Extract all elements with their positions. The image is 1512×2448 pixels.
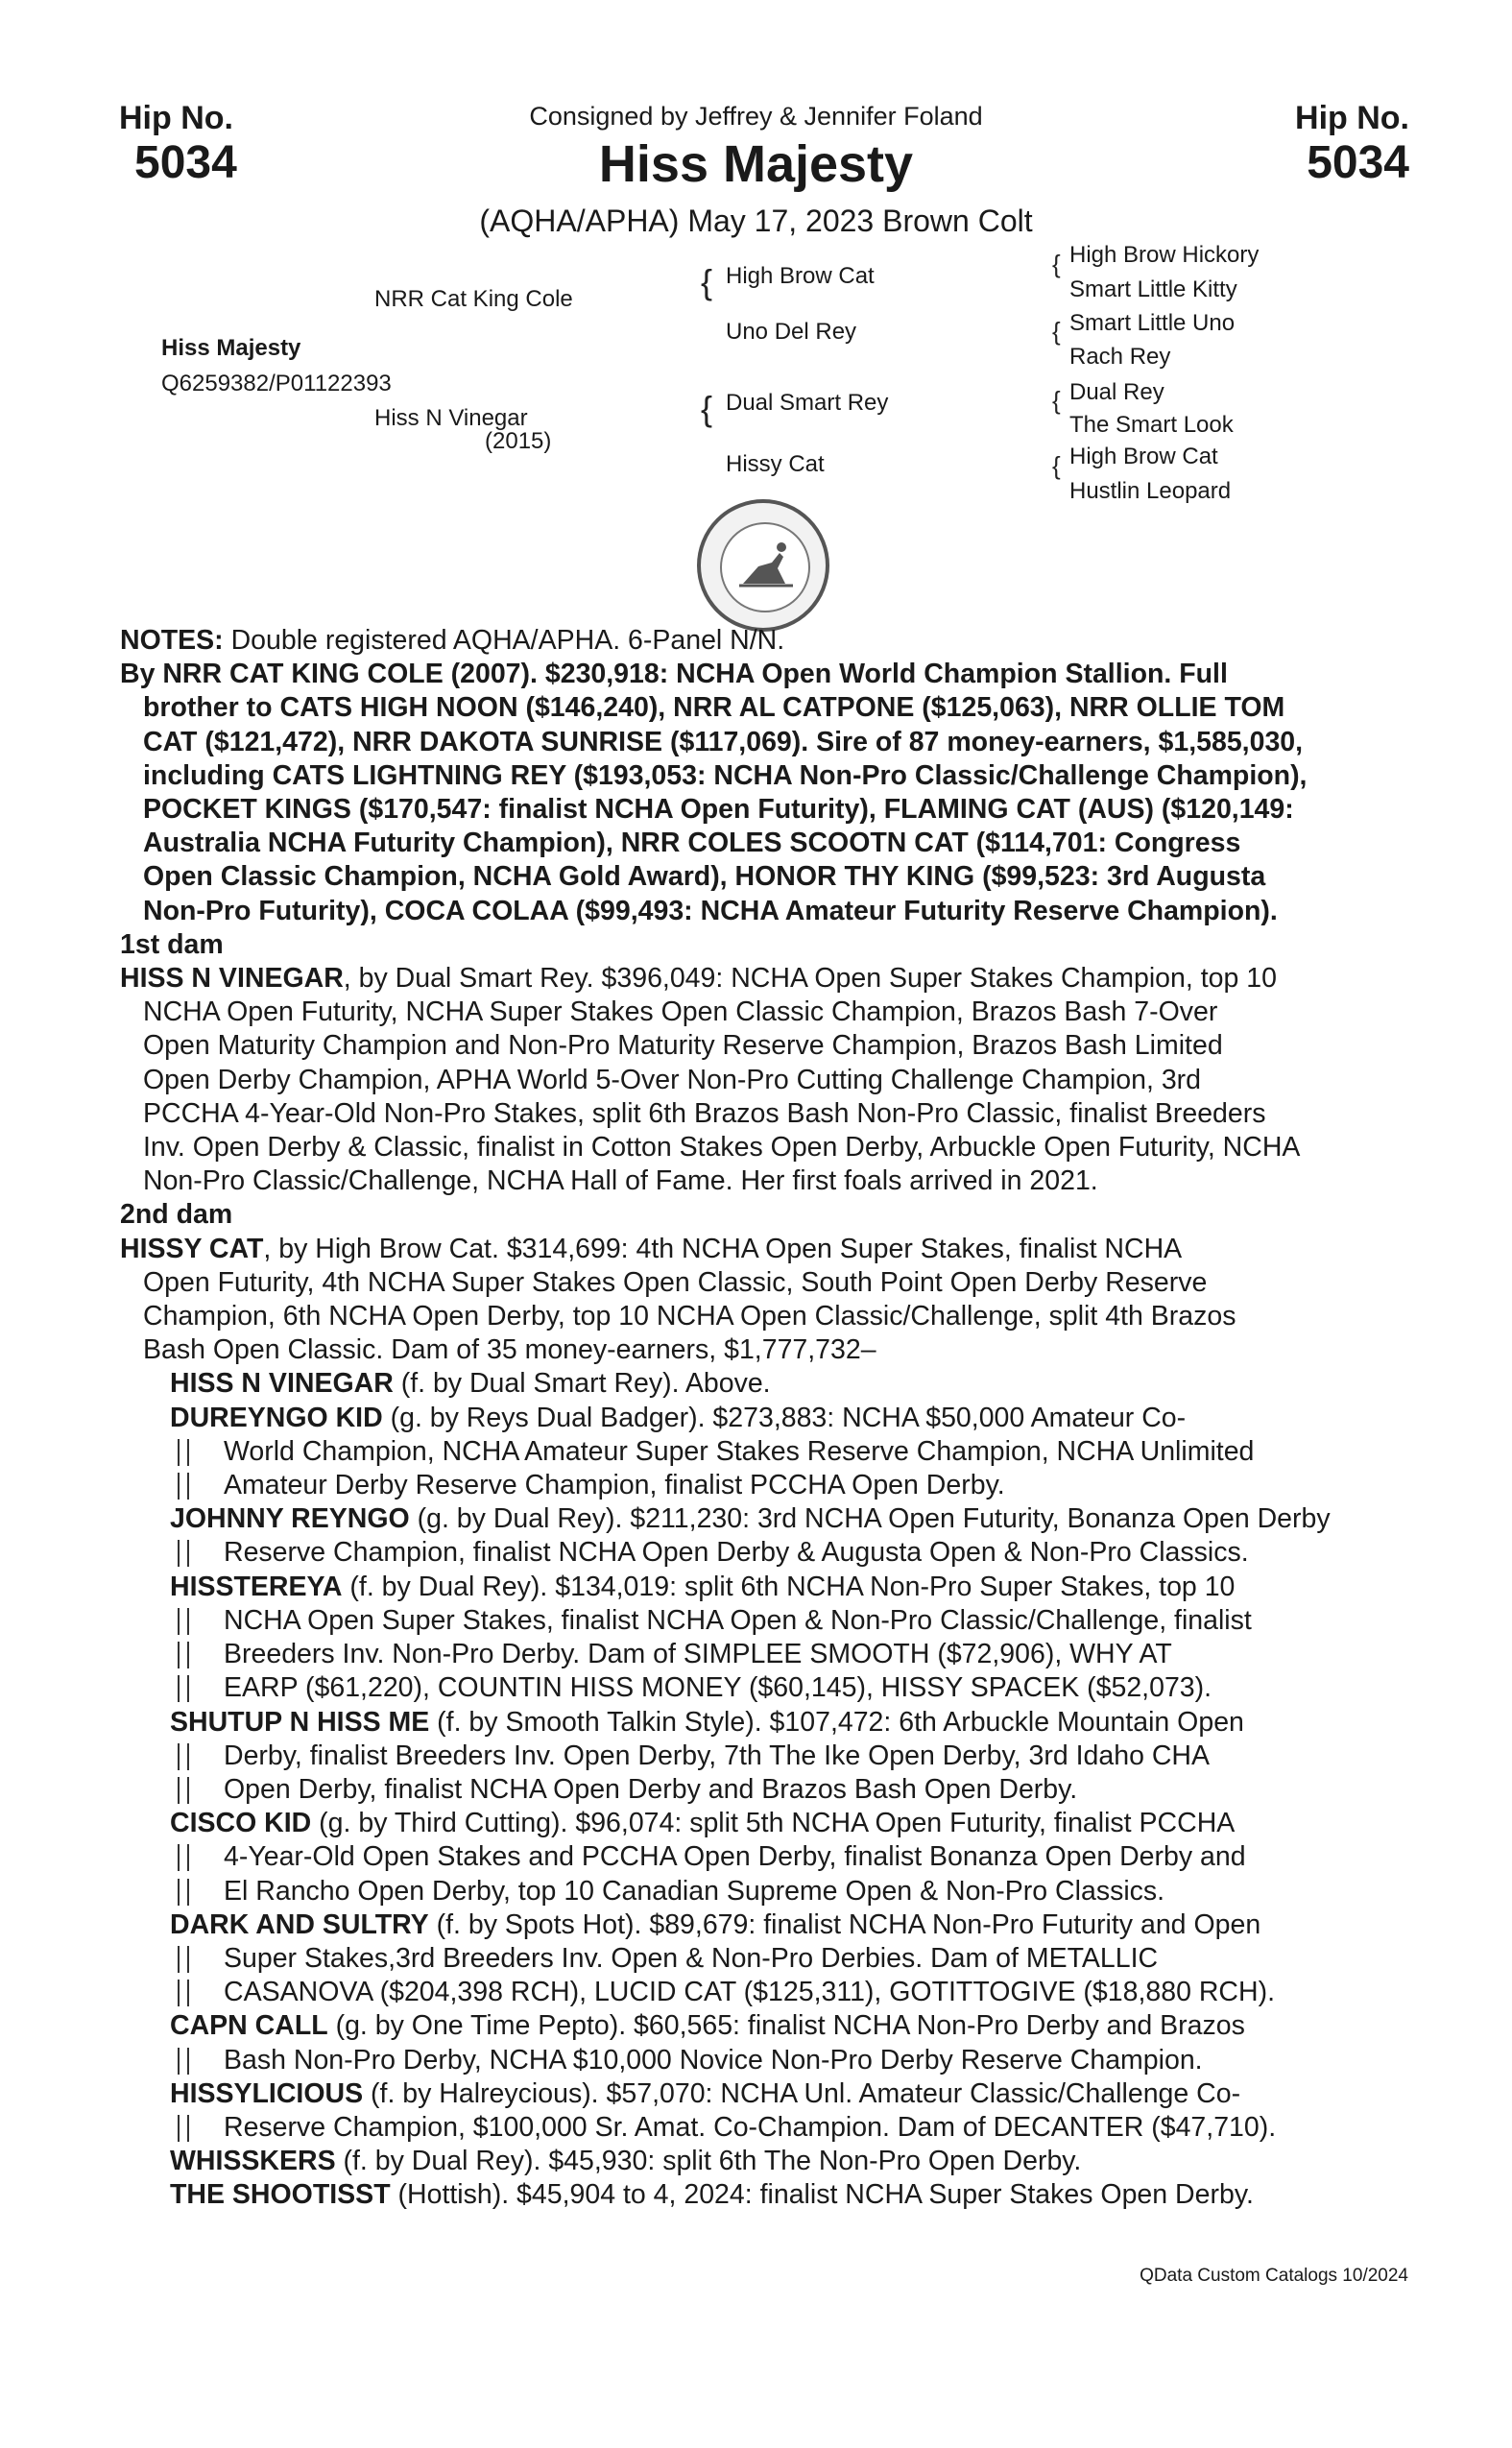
double-bar-icon	[178, 1743, 189, 1770]
produce-text: (g. by Third Cutting). $96,074: split 5th NCHA Open Futurity, finalist PCCHA	[311, 1808, 1236, 1839]
produce-continuation-text: Super Stakes,3rd Breeders Inv. Open & Non-Pro Derbies. Dam of METALLIC	[224, 1942, 1159, 1974]
horse-name-title: Hiss Majesty	[598, 135, 914, 193]
produce-continuation-text: Amateur Derby Reserve Champion, finalist PCCHA Open Derby.	[224, 1470, 1005, 1501]
double-bar-icon	[178, 1642, 189, 1668]
produce-name: HISS N VINEGAR	[170, 1368, 394, 1400]
produce-continuation-text: CASANOVA ($204,398 RCH), LUCID CAT ($125,311), GOTITTOGIVE ($18,880 RCH).	[224, 1977, 1275, 2008]
double-bar-icon	[178, 1608, 189, 1635]
pedigree-g2: Smart Little Kitty	[1069, 276, 1237, 302]
produce-continuation-text: Reserve Champion, $100,000 Sr. Amat. Co-Champion. Dam of DECANTER ($47,710).	[224, 2111, 1277, 2143]
produce-continuation-text: Reserve Champion, finalist NCHA Open Derby & Augusta Open & Non-Pro Classics.	[224, 1537, 1249, 1569]
produce-entry	[170, 2077, 1406, 2145]
produce-name: DARK AND SULTRY	[170, 1908, 429, 1940]
produce-entry	[170, 2178, 1406, 2212]
produce-continuation-text: 4-Year-Old Open Stakes and PCCHA Open Derby, finalist Bonanza Open Derby and	[224, 1841, 1246, 1873]
brace-icon: {	[701, 389, 713, 428]
second-dam-line: Champion, 6th NCHA Open Derby, top 10 NCHA Open Classic/Challenge, split 4th Brazos	[143, 1301, 1236, 1332]
first-dam-name: HISS N VINEGAR	[120, 963, 344, 995]
pedigree-sire: NRR Cat King Cole	[374, 286, 573, 312]
second-dam-name: HISSY CAT	[120, 1233, 264, 1264]
produce-text: (g. by One Time Pepto). $60,565: finalist NCHA Non-Pro Derby and Brazos	[327, 2010, 1245, 2042]
hip-label-left: Hip No.	[119, 100, 233, 136]
produce-name: CAPN CALL	[170, 2010, 328, 2042]
notes-text: Double registered AQHA/APHA. 6-Panel N/N.	[223, 625, 785, 656]
first-dam-line: , by Dual Smart Rey. $396,049: NCHA Open Super Stakes Champion, top 10	[343, 963, 1277, 995]
second-dam-line: Bash Open Classic. Dam of 35 money-earners, $1,777,732–	[143, 1334, 876, 1366]
produce-continuation	[170, 1773, 1406, 1807]
produce-entry	[170, 1367, 1406, 1401]
produce-entry	[170, 1908, 1406, 2010]
registration-line: (AQHA/APHA) May 17, 2023 Brown Colt	[479, 204, 1033, 238]
pedigree-g8: Hustlin Leopard	[1069, 478, 1232, 504]
double-bar-icon	[178, 1439, 189, 1466]
produce-continuation	[170, 1638, 1406, 1671]
ncha-seal-icon	[697, 499, 829, 632]
sire-line: Open Classic Champion, NCHA Gold Award), HONOR THY KING ($99,523: 3rd Augusta	[143, 861, 1266, 893]
produce-text: (f. by Dual Smart Rey). Above.	[393, 1368, 771, 1400]
produce-continuation-text: Bash Non-Pro Derby, NCHA $10,000 Novice Non-Pro Derby Reserve Champion.	[224, 2044, 1203, 2076]
pedigree-subject: Hiss Majesty	[161, 335, 301, 361]
brace-icon: {	[1052, 451, 1061, 480]
brace-icon: {	[701, 262, 713, 301]
produce-text: (Hottish). $45,904 to 4, 2024: finalist NCHA Super Stakes Open Derby.	[390, 2179, 1254, 2211]
produce-text: (g. by Dual Rey). $211,230: 3rd NCHA Open Futurity, Bonanza Open Derby	[409, 1503, 1331, 1535]
notes-label: NOTES:	[120, 625, 224, 656]
sire-line: Non-Pro Futurity), COCA COLAA ($99,493: NCHA Amateur Futurity Reserve Champion).	[143, 895, 1278, 926]
second-dam-heading: 2nd dam	[120, 1199, 233, 1231]
produce-entry	[170, 1502, 1406, 1570]
sire-line: By NRR CAT KING COLE (2007). $230,918: NCHA Open World Champion Stallion. Full	[120, 659, 1228, 690]
pedigree-g3: Smart Little Uno	[1069, 310, 1236, 336]
produce-name: JOHNNY REYNGO	[170, 1503, 410, 1535]
produce-text: (f. by Halreycious). $57,070: NCHA Unl. Amateur Classic/Challenge Co-	[363, 2077, 1241, 2109]
double-bar-icon	[178, 1980, 189, 2006]
first-dam-paragraph	[120, 962, 1406, 1198]
pedigree-reg-numbers: Q6259382/P01122393	[161, 371, 392, 396]
produce-continuation	[170, 1942, 1406, 1976]
produce-text: (f. by Smooth Talkin Style). $107,472: 6th Arbuckle Mountain Open	[429, 1706, 1244, 1738]
pedigree-dam: Hiss N Vinegar	[374, 405, 528, 431]
double-bar-icon	[178, 1844, 189, 1871]
produce-continuation-text: El Rancho Open Derby, top 10 Canadian Supreme Open & Non-Pro Classics.	[224, 1875, 1165, 1907]
first-dam-line: PCCHA 4-Year-Old Non-Pro Stakes, split 6th Brazos Bash Non-Pro Classic, finalist Breeders	[143, 1097, 1266, 1129]
produce-text: (f. by Spots Hot). $89,679: finalist NCHA Non-Pro Futurity and Open	[428, 1908, 1261, 1940]
produce-continuation-text: World Champion, NCHA Amateur Super Stakes Reserve Champion, NCHA Unlimited	[224, 1435, 1255, 1467]
double-bar-icon	[178, 1473, 189, 1500]
produce-continuation	[170, 1536, 1406, 1570]
double-bar-icon	[178, 1540, 189, 1567]
first-dam-line: Non-Pro Classic/Challenge, NCHA Hall of Fame. Her first foals arrived in 2021.	[143, 1165, 1098, 1197]
first-dam-line: Open Derby Champion, APHA World 5-Over Non-Pro Cutting Challenge Champion, 3rd	[143, 1064, 1202, 1095]
hip-number-right: 5034	[1307, 137, 1409, 188]
second-dam-line: Open Futurity, 4th NCHA Super Stakes Open Classic, South Point Open Derby Reserve	[143, 1266, 1208, 1298]
double-bar-icon	[178, 1946, 189, 1973]
produce-continuation-text: NCHA Open Super Stakes, finalist NCHA Open & Non-Pro Classic/Challenge, finalist	[224, 1604, 1252, 1636]
produce-continuation	[170, 1875, 1406, 1908]
notes-line	[120, 624, 1406, 658]
sire-line: including CATS LIGHTNING REY ($193,053: NCHA Non-Pro Classic/Challenge Champion),	[143, 759, 1308, 791]
double-bar-icon	[178, 2048, 189, 2075]
produce-entry	[170, 1402, 1406, 1503]
produce-text: (f. by Dual Rey). $45,930: split 6th The Non-Pro Open Derby.	[335, 2146, 1082, 2177]
brace-icon: {	[1052, 386, 1061, 415]
produce-continuation	[170, 1469, 1406, 1502]
first-dam-line: Open Maturity Champion and Non-Pro Maturity Reserve Champion, Brazos Bash Limited	[143, 1030, 1223, 1062]
produce-continuation-text: Breeders Inv. Non-Pro Derby. Dam of SIMPLEE SMOOTH ($72,906), WHY AT	[224, 1639, 1172, 1670]
produce-text: (f. by Dual Rey). $134,019: split 6th NCHA Non-Pro Super Stakes, top 10	[342, 1571, 1236, 1602]
produce-continuation	[170, 1671, 1406, 1705]
produce-continuation	[170, 2111, 1406, 2145]
hip-label-right: Hip No.	[1295, 100, 1409, 136]
double-bar-icon	[178, 1675, 189, 1702]
pedigree-g5: Dual Rey	[1069, 379, 1164, 405]
double-bar-icon	[178, 2115, 189, 2142]
produce-continuation-text: EARP ($61,220), COUNTIN HISS MONEY ($60,145), HISSY SPACEK ($52,073).	[224, 1672, 1212, 1704]
pedigree-g4: Rach Rey	[1069, 344, 1171, 370]
brace-icon: {	[1052, 250, 1061, 278]
produce-name: WHISSKERS	[170, 2146, 336, 2177]
consignor: Consigned by Jeffrey & Jennifer Foland	[529, 102, 983, 131]
produce-entry	[170, 2145, 1406, 2178]
pedigree-sire-sire: High Brow Cat	[726, 263, 875, 289]
produce-entry	[170, 2009, 1406, 2076]
produce-entry	[170, 1807, 1406, 1908]
sire-line: POCKET KINGS ($170,547: finalist NCHA Open Futurity), FLAMING CAT (AUS) ($120,149:	[143, 794, 1294, 826]
first-dam-line: NCHA Open Futurity, NCHA Super Stakes Open Classic Champion, Brazos Bash 7-Over	[143, 996, 1218, 1028]
sire-paragraph	[120, 658, 1406, 928]
produce-name: CISCO KID	[170, 1808, 312, 1839]
produce-continuation	[170, 1604, 1406, 1638]
produce-text: (g. by Reys Dual Badger). $273,883: NCHA $50,000 Amateur Co-	[382, 1402, 1187, 1433]
hip-number-left: 5034	[134, 137, 237, 188]
produce-entry	[170, 1706, 1406, 1808]
catalog-body	[120, 624, 1406, 2213]
brace-icon: {	[1052, 317, 1061, 346]
footer-credit: QData Custom Catalogs 10/2024	[1140, 2266, 1408, 2286]
produce-entry	[170, 1571, 1406, 1706]
pedigree-sire-dam: Uno Del Rey	[726, 319, 857, 345]
produce-continuation	[170, 1740, 1406, 1773]
first-dam-line: Inv. Open Derby & Classic, finalist in Cotton Stakes Open Derby, Arbuckle Open Futurity, NCHA	[143, 1132, 1301, 1164]
produce-continuation-text: Open Derby, finalist NCHA Open Derby and Brazos Bash Open Derby.	[224, 1773, 1078, 1805]
sire-line: brother to CATS HIGH NOON ($146,240), NRR AL CATPONE ($125,063), NRR OLLIE TOM	[143, 692, 1285, 724]
produce-name: HISSTEREYA	[170, 1571, 343, 1602]
sire-line: CAT ($121,472), NRR DAKOTA SUNRISE ($117,069). Sire of 87 money-earners, $1,585,030,	[143, 726, 1304, 757]
double-bar-icon	[178, 1879, 189, 1906]
produce-continuation	[170, 1976, 1406, 2009]
pedigree-dam-dam: Hissy Cat	[726, 451, 825, 477]
double-bar-icon	[178, 1777, 189, 1804]
produce-continuation	[170, 1435, 1406, 1469]
pedigree-g1: High Brow Hickory	[1069, 242, 1260, 268]
produce-list	[170, 1367, 1406, 2212]
produce-continuation-text: Derby, finalist Breeders Inv. Open Derby, 7th The Ike Open Derby, 3rd Idaho CHA	[224, 1740, 1211, 1771]
produce-continuation	[170, 1840, 1406, 1874]
second-dam-line: , by High Brow Cat. $314,699: 4th NCHA Open Super Stakes, finalist NCHA	[263, 1233, 1183, 1264]
pedigree-g7: High Brow Cat	[1069, 444, 1218, 469]
second-dam-paragraph	[120, 1233, 1406, 1368]
produce-continuation	[170, 2044, 1406, 2077]
first-dam-heading: 1st dam	[120, 928, 224, 960]
pedigree-g6: The Smart Look	[1069, 412, 1234, 438]
pedigree-dam-sire: Dual Smart Rey	[726, 390, 889, 416]
produce-name: SHUTUP N HISS ME	[170, 1706, 430, 1738]
produce-name: DUREYNGO KID	[170, 1402, 383, 1433]
produce-name: THE SHOOTISST	[170, 2179, 391, 2211]
produce-name: HISSYLICIOUS	[170, 2077, 364, 2109]
sire-line: Australia NCHA Futurity Champion), NRR COLES SCOOTN CAT ($114,701: Congress	[143, 828, 1241, 859]
pedigree-dam-year: (2015)	[485, 428, 552, 454]
